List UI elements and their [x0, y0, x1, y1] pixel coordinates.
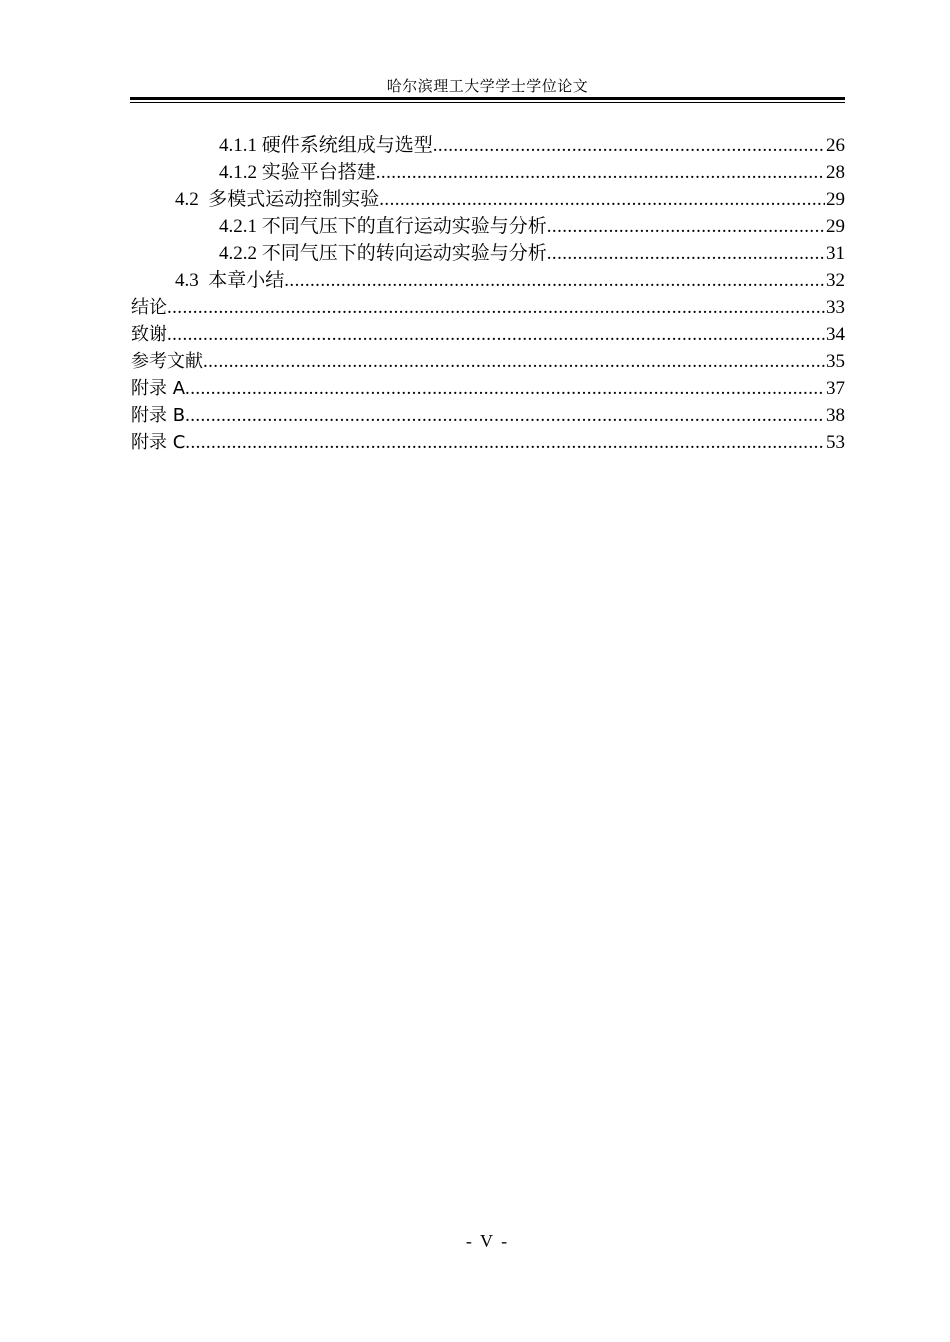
toc-dot-leader [547, 240, 825, 267]
toc-page-number: 28 [826, 162, 845, 183]
toc-page-number: 29 [826, 189, 845, 210]
toc-entry-4-2[interactable] [131, 186, 845, 213]
toc-entry-conclusion[interactable] [131, 294, 845, 321]
toc-entry-title: 4.2.1 不同气压下的直行运动实验与分析 [219, 216, 547, 237]
toc-entry-4-1-1[interactable] [131, 132, 845, 159]
toc-entry-4-2-1[interactable] [131, 213, 845, 240]
toc-entry-title: 致谢 [131, 324, 167, 345]
toc-entry-title: 参考文献 [131, 351, 203, 372]
toc-dot-leader [547, 213, 825, 240]
toc-entry-acknowledgements[interactable] [131, 321, 845, 348]
toc-page-number: 29 [826, 216, 845, 237]
toc-entry-appendix-b[interactable] [131, 402, 845, 429]
toc-dot-leader [203, 348, 825, 375]
toc-dot-leader [185, 429, 825, 456]
toc-page-number: 37 [826, 378, 845, 399]
table-of-contents [131, 132, 845, 456]
toc-page-number: 32 [826, 270, 845, 291]
toc-page-number: 26 [826, 135, 845, 156]
toc-entry-title: 4.2.2 不同气压下的转向运动实验与分析 [219, 243, 547, 264]
toc-dot-leader [185, 402, 825, 429]
toc-dot-leader [167, 321, 825, 348]
toc-entry-title: 附录 A [131, 378, 186, 399]
toc-entry-4-1-2[interactable] [131, 159, 845, 186]
toc-page-number: 31 [826, 243, 845, 264]
toc-entry-title: 附录 B [131, 405, 186, 426]
toc-dot-leader [376, 159, 825, 186]
toc-dot-leader [167, 294, 825, 321]
toc-dot-leader [185, 375, 825, 402]
page-number: - V - [465, 1231, 510, 1251]
toc-entry-title: 4.3 本章小结 [175, 270, 285, 291]
toc-page-number: 34 [826, 324, 845, 345]
toc-entry-title: 4.2 多模式运动控制实验 [175, 189, 380, 210]
header-rule-thick [130, 97, 845, 100]
toc-dot-leader [379, 186, 825, 213]
toc-page-number: 35 [826, 351, 845, 372]
toc-dot-leader [284, 267, 825, 294]
toc-entry-4-2-2[interactable] [131, 240, 845, 267]
toc-entry-appendix-a[interactable] [131, 375, 845, 402]
toc-entry-title: 结论 [131, 297, 167, 318]
toc-entry-appendix-c[interactable] [131, 429, 845, 456]
toc-entry-title: 附录 C [131, 432, 186, 453]
toc-entry-title: 4.1.1 硬件系统组成与选型 [219, 135, 433, 156]
toc-entry-title: 4.1.2 实验平台搭建 [219, 162, 376, 183]
toc-entry-4-3[interactable] [131, 267, 845, 294]
toc-page-number: 33 [826, 297, 845, 318]
header-rule-thin [130, 102, 845, 103]
running-header: 哈尔滨理工大学学士学位论文 [386, 79, 589, 95]
toc-dot-leader [433, 132, 825, 159]
toc-entry-references[interactable] [131, 348, 845, 375]
toc-page-number: 53 [826, 432, 845, 453]
toc-page-number: 38 [826, 405, 845, 426]
